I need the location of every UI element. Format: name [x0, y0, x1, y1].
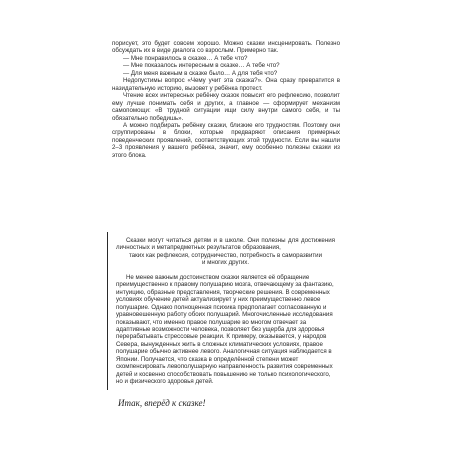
paragraph: и многих других. [201, 259, 250, 267]
paragraph: Недопустимы вопрос «Чему учит эта сказка?». Она сразу превратится в назидательную историю, вызовет у ребёнка протест. [112, 77, 340, 92]
paragraph: порисует, это будет совсем хорошо. Можно сказки инсценировать. Полезно обсуждать их в виде диалога со взрослым. Примерно так. [112, 40, 340, 55]
paragraph: Не менее важным достоинством сказки является её обращение преимущественно к правому полушарию мозга, отвечающему за фантазию, интуицию, образные представления, творческие решения. В современных условиях обучение детей актуализирует у них преимущественно левое полушарие. Однако полноценная психика предполагает согласованную и уравновешенную работу обоих полушарий. Многочисленные исследования показывают, что именно правое полушарие во многом отвечает за адаптивные возможности человека, позволяет без ущерба для здоровья перерабатывать стрессовые реакции. К примеру, оказывается, у народов Севера, вынужденных жить в сложных климатических условиях, правое полушарие обычно активнее левого. Аналогичная ситуация наблюдается в Японии. Получается, что сказка в определённой степени может скомпенсировать левополушарную направленность развития современных детей и косвенно способствовать повышению не только психологического, но и физического здоровья детей. [116, 273, 334, 386]
signoff-text: Итак, вперёд к сказке! [118, 398, 206, 408]
body-text [112, 40, 340, 159]
paragraph: — Мне показалось интересным в сказке… А тебе что? [123, 62, 280, 70]
paragraph: таких как рефлексия, сотрудничество, потребность в саморазвитии [128, 251, 323, 259]
callout-paragraph-hemispheres [116, 274, 335, 386]
callout-block [107, 232, 339, 390]
paragraph: — Мне понравилось в сказке… А тебе что? [123, 54, 248, 62]
paragraph: А можно подбирать ребёнку сказки, близкие его трудностям. Поэтому они сгруппированы в блоки, которые предваряют описания примерных поведенческих проявлений, соответствующих этой трудности. Если вы нашли 2–3 проявления у вашего ребёнка, значит, ему особенно полезны сказки из этого блока. [112, 121, 340, 159]
paragraph: — Для меня важным в сказке было… А для тебя что? [123, 69, 278, 77]
paragraph: Сказки могут читаться детям и в школе. Они полезны для достижения личностных и метапредметных результатов образования, [116, 237, 335, 252]
paragraph: Чтение всех интересных ребёнку сказок повысит его рефлексию, позволит ему лучше понимать себя и других, а главное — сформирует механизм самопомощи: «В трудной ситуации ищи силу внутри самого себя, и ты обязательно победишь». [112, 92, 340, 122]
callout-paragraph-schools [116, 237, 335, 267]
